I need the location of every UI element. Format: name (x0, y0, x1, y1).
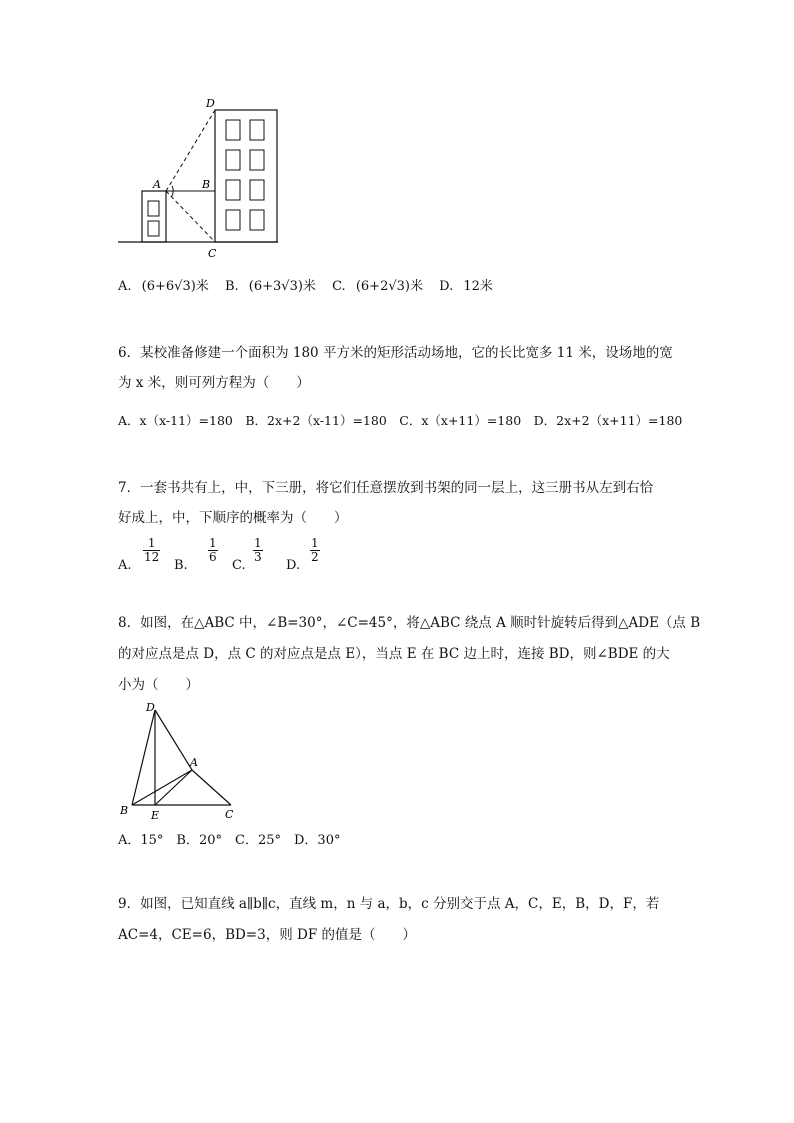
q8-line2: 的对应点是点 D，点 C 的对应点是点 E），当点 E 在 BC 边上时，连接 BD，则∠BDE 的大 (118, 646, 670, 662)
q8-label-a: A (190, 756, 198, 769)
q8-label-e: E (151, 809, 160, 822)
q8-options: A．15° B．20° C．25° D．30° (118, 833, 341, 848)
q6-options: A．x（x-11）=180 B．2x+2（x-11）=180 C．x（x+11）=180 D．2x+2（x+11）=180 (118, 413, 683, 428)
label-a: A (153, 178, 161, 191)
q8-line1: 8．如图，在△ABC 中，∠B=30°，∠C=45°，将△ABC 绕点 A 顺时针旋转后得到△ADE（点 B (118, 615, 701, 631)
q9-line2: AC=4，CE=6，BD=3，则 DF 的值是（ ） (118, 927, 416, 943)
q8-label-b: B (120, 804, 129, 817)
q6-line2: 为 x 米，则可列方程为（ ） (118, 375, 310, 391)
q7-option-a-letter: A. (118, 558, 132, 573)
q8-label-c: C (225, 808, 234, 821)
q7-option-d-letter: D. (286, 558, 301, 573)
q6-line1: 6．某校准备修建一个面积为 180 平方米的矩形活动场地，它的长比宽多 11 米，设场地的宽 (118, 345, 673, 361)
q5-option-d: D. 12米 (439, 279, 493, 294)
q8-line3: 小为（ ） (118, 677, 199, 693)
label-d: D (206, 97, 215, 110)
q5-option-a: A. (6+6√3)米 (118, 279, 209, 294)
q5-option-b: B. (6+3√3)米 (224, 279, 316, 294)
q5-figure (110, 90, 290, 265)
q7-option-a-fraction: $\frac{1}{12}$ (144, 536, 160, 564)
q8-figure (115, 700, 245, 825)
label-c: C (208, 247, 217, 260)
q9-line1: 9．如图，已知直线 a∥b∥c，直线 m，n 与 a，b，c 分别交于点 A，C，E，B，D，F，若 (118, 896, 660, 912)
q7-option-b-fraction: $\frac{1}{6}$ (209, 536, 217, 564)
q7-option-c-letter: C. (232, 558, 246, 573)
q7-option-b-letter: B. (174, 558, 188, 573)
label-b: B (202, 178, 211, 191)
q7-option-c-fraction: $\frac{1}{3}$ (254, 536, 262, 564)
q7-line2: 好成上，中，下顺序的概率为（ ） (118, 510, 348, 526)
q7-line1: 7．一套书共有上，中，下三册，将它们任意摆放到书架的同一层上，这三册书从左到右恰 (118, 480, 654, 496)
q5-option-c: C. (6+2√3)米 (332, 279, 423, 294)
q8-label-d: D (146, 701, 155, 714)
q5-options (118, 275, 505, 294)
q7-option-d-fraction: $\frac{1}{2}$ (311, 536, 319, 564)
